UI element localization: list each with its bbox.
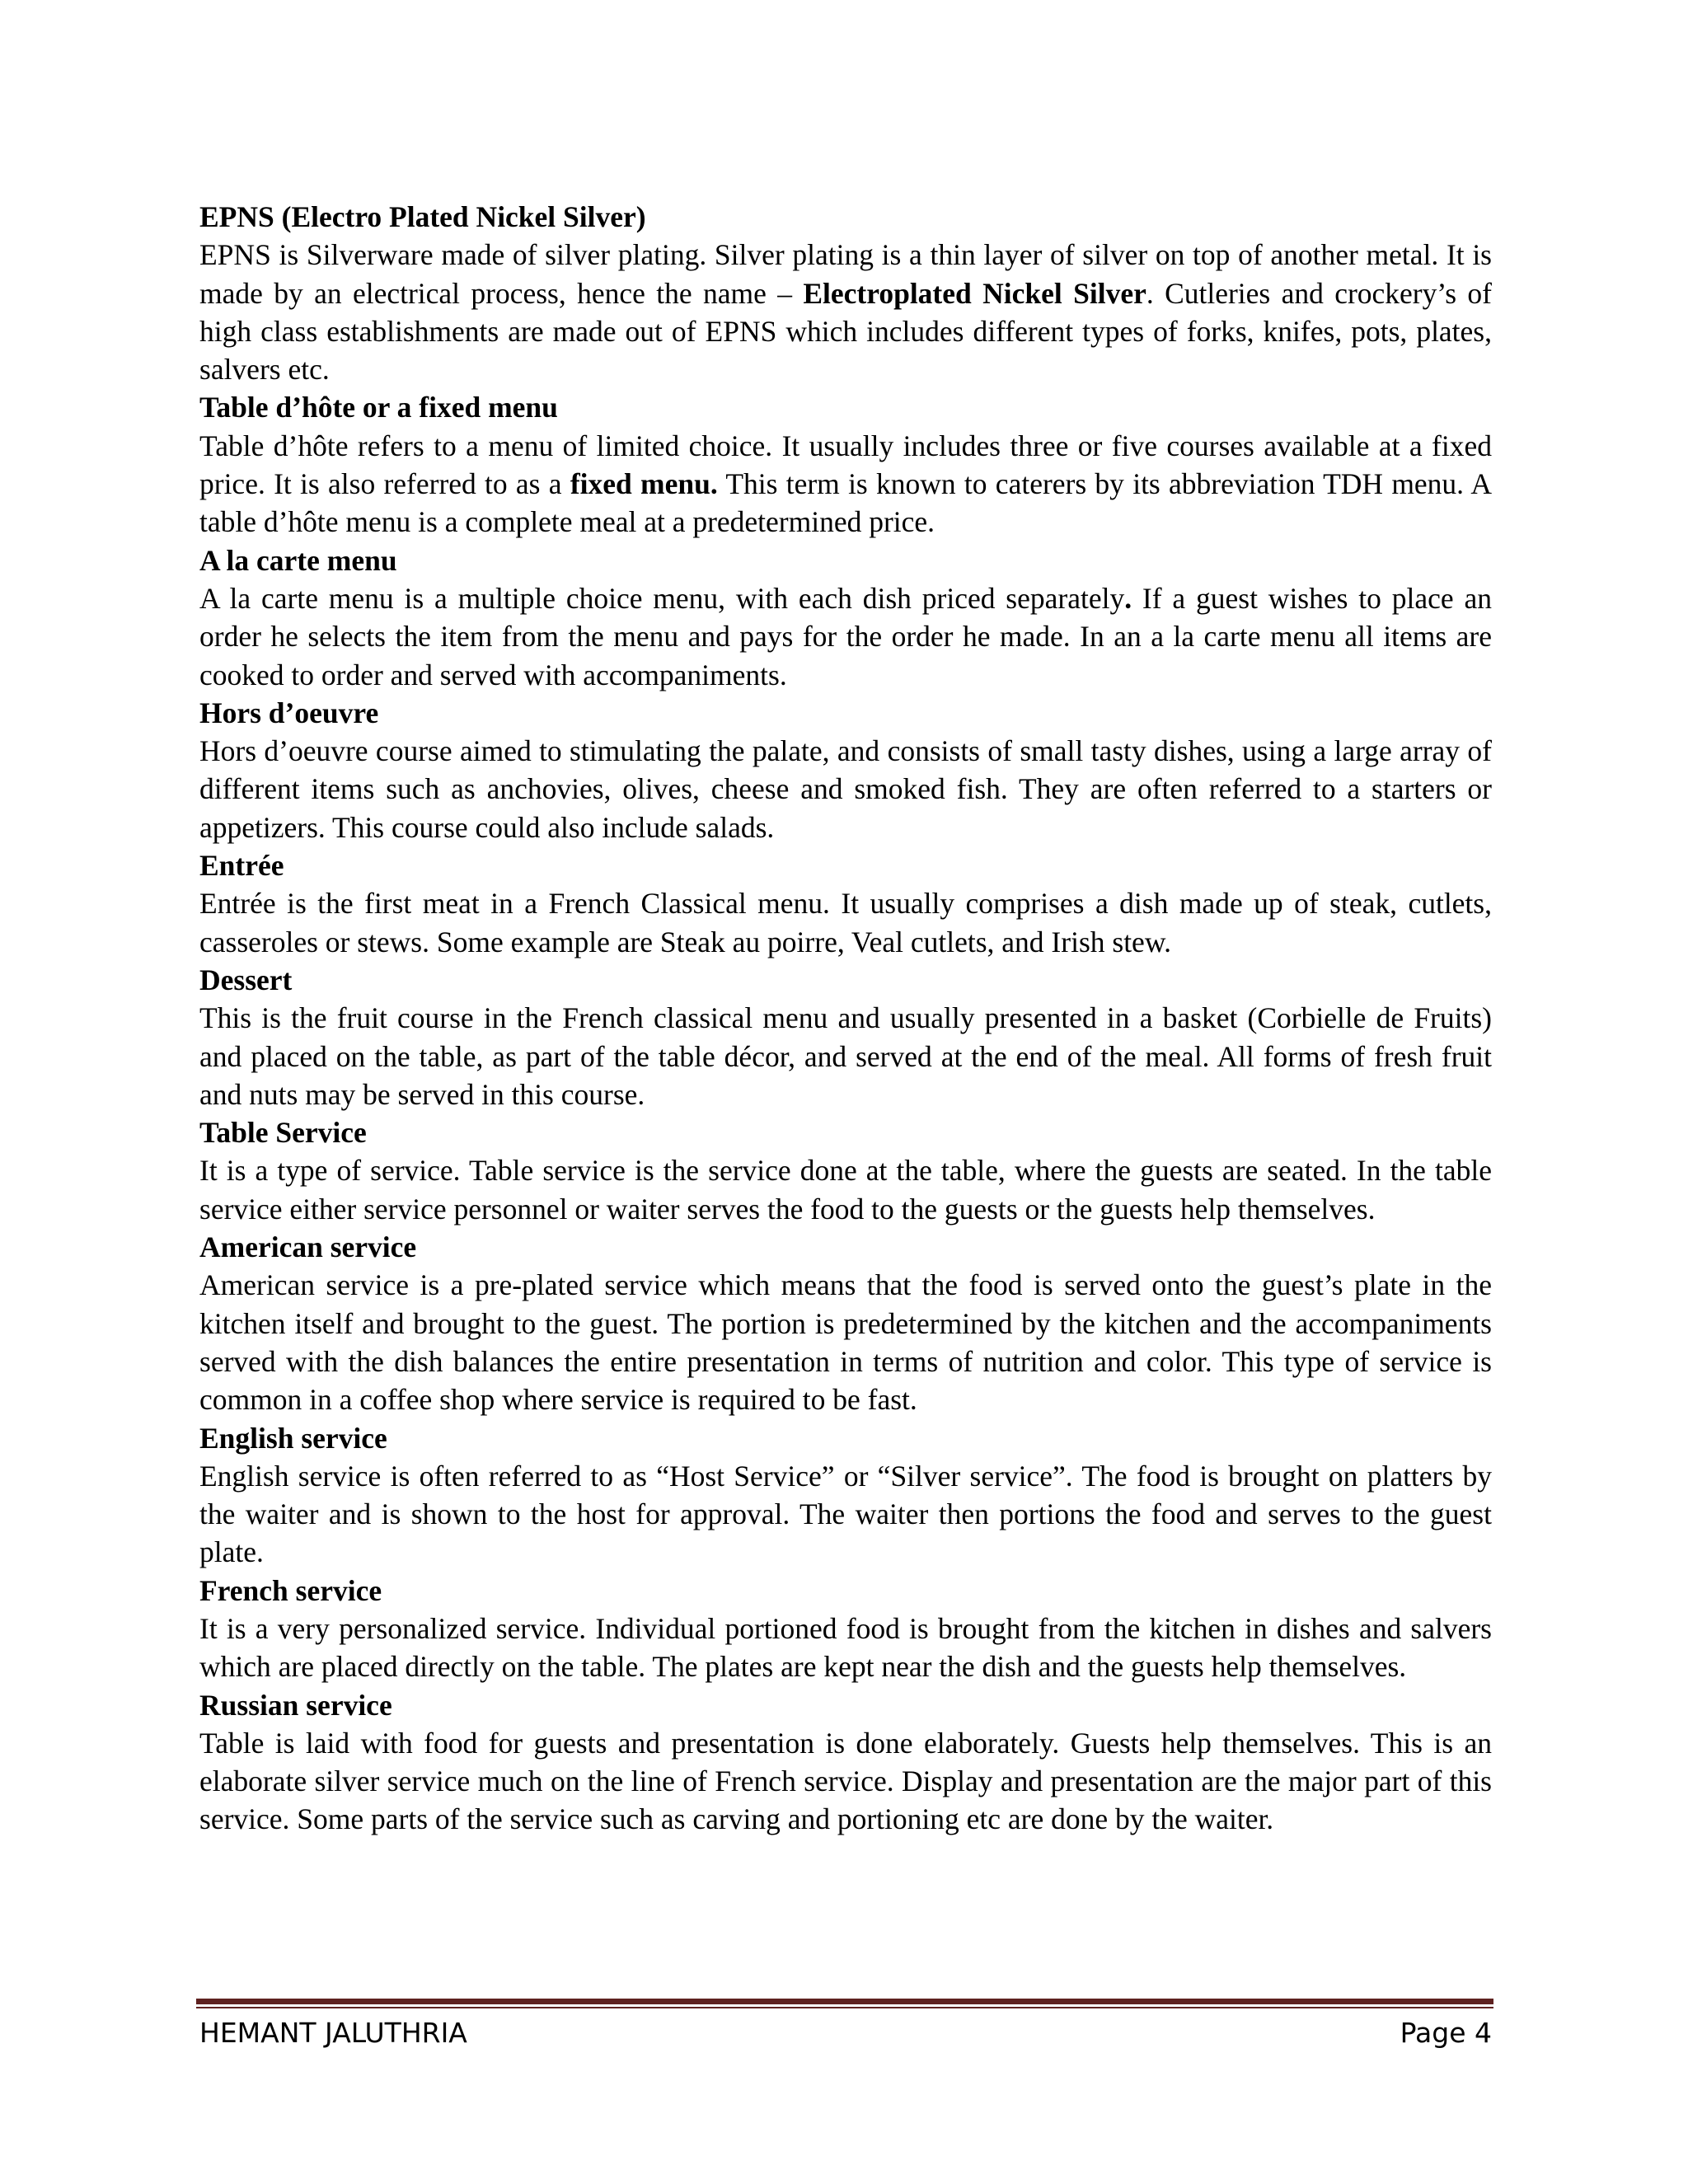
section-entree bbox=[199, 846, 1492, 961]
paragraph-bold-term: . bbox=[1124, 581, 1132, 615]
section-heading: Table d’hôte or a fixed menu bbox=[199, 391, 558, 424]
section-paragraph bbox=[199, 236, 1492, 388]
section-russian-service bbox=[199, 1686, 1492, 1839]
section-paragraph: American service is a pre-plated service which means that the food is served onto the guest’s plate in the kitchen itself and brought to the guest. The portion is predetermined by the kitchen and the accompaniments served with the dish balances the entire presentation in terms of nutrition and color. This type of service is common in a coffee shop where service is required to be fast. bbox=[199, 1268, 1492, 1417]
paragraph-text: This term is known to caterers by its abbreviation TDH menu. A table d’hôte menu is a complete meal at a predetermined price. bbox=[199, 467, 1493, 539]
section-heading: Dessert bbox=[199, 963, 293, 996]
paragraph-bold-term: fixed menu. bbox=[570, 467, 718, 501]
section-french-service bbox=[199, 1572, 1492, 1686]
section-epns bbox=[199, 198, 1492, 388]
section-heading: American service bbox=[199, 1230, 417, 1264]
section-paragraph: English service is often referred to as “Host Service” or “Silver service”. The food is brought on platters by the waiter and is shown to the host for approval. The waiter then portions the food and serves to the guest plate. bbox=[199, 1459, 1492, 1569]
page-footer bbox=[199, 2014, 1492, 2052]
section-heading: EPNS (Electro Plated Nickel Silver) bbox=[199, 200, 646, 233]
section-paragraph bbox=[199, 579, 1492, 694]
section-heading: Entrée bbox=[199, 849, 284, 883]
section-heading: Russian service bbox=[199, 1688, 392, 1722]
section-heading: English service bbox=[199, 1421, 387, 1455]
section-table-dhote bbox=[199, 388, 1492, 541]
footer-page-number: Page 4 bbox=[1400, 2017, 1492, 2049]
paragraph-text: If a guest wishes to place an order he selects the item from the menu and pays for the order he made. In an a la carte menu all items are cooked to order and served with accompaniments. bbox=[199, 581, 1492, 691]
document-body bbox=[199, 198, 1492, 1839]
section-heading: Table Service bbox=[199, 1116, 367, 1150]
paragraph-text: . Cutleries and crockery’s of high class establishments are made out of EPNS which includes different types of forks, knifes, pots, plates, salvers etc. bbox=[199, 276, 1492, 387]
section-paragraph bbox=[199, 427, 1492, 541]
section-paragraph: It is a type of service. Table service is the service done at the table, where the guests are seated. In the table service either service personnel or waiter serves the food to the guests or the guests help themselves. bbox=[199, 1154, 1492, 1226]
section-paragraph: It is a very personalized service. Individual portioned food is brought from the kitchen in dishes and salvers which are placed directly on the table. The plates are kept near the dish and the guests help themselves. bbox=[199, 1611, 1492, 1684]
section-paragraph: Hors d’oeuvre course aimed to stimulating the palate, and consists of small tasty dishes, using a large array of different items such as anchovies, olives, cheese and smoked fish. They are often referred to a starters or appetizers. This course could also include salads. bbox=[199, 734, 1492, 844]
footer-author: HEMANT JALUTHRIA bbox=[199, 2017, 467, 2049]
footer-divider-thin bbox=[196, 2007, 1493, 2008]
section-english-service bbox=[199, 1419, 1492, 1572]
paragraph-bold-term: Electroplated Nickel Silver bbox=[803, 276, 1146, 310]
section-dessert bbox=[199, 961, 1492, 1113]
section-heading: Hors d’oeuvre bbox=[199, 696, 379, 729]
section-heading: French service bbox=[199, 1573, 382, 1607]
section-paragraph: Entrée is the first meat in a French Classical menu. It usually comprises a dish made up of steak, cutlets, casseroles or stews. Some example are Steak au poirre, Veal cutlets, and Irish stew. bbox=[199, 887, 1492, 958]
section-hors-doeuvre bbox=[199, 694, 1492, 846]
section-heading: A la carte menu bbox=[199, 543, 397, 577]
section-a-la-carte bbox=[199, 541, 1492, 694]
paragraph-text: Table d’hôte refers to a menu of limited choice. It usually includes three or five courses available at a fixed price. It is also referred to as a bbox=[199, 429, 1492, 501]
footer-divider-thick bbox=[196, 1999, 1493, 2004]
section-table-service bbox=[199, 1113, 1492, 1228]
section-american-service bbox=[199, 1228, 1492, 1418]
section-paragraph: This is the fruit course in the French classical menu and usually presented in a basket (Corbielle de Fruits) and placed on the table, as part of the table décor, and served at the end of the meal. All forms of fresh fruit and nuts may be served in this course. bbox=[199, 1001, 1492, 1111]
paragraph-text: EPNS is Silverware made of silver plating. Silver plating is a thin layer of silver on top of another metal. It is made by an electrical process, hence the name – bbox=[199, 238, 1492, 310]
paragraph-text: A la carte menu is a multiple choice menu, with each dish priced separately bbox=[199, 581, 1125, 615]
section-paragraph: Table is laid with food for guests and presentation is done elaborately. Guests help themselves. This is an elaborate silver service much on the line of French service. Display and presentation are the major part of this service. Some parts of the service such as carving and portioning etc are done by the waiter. bbox=[199, 1726, 1492, 1836]
